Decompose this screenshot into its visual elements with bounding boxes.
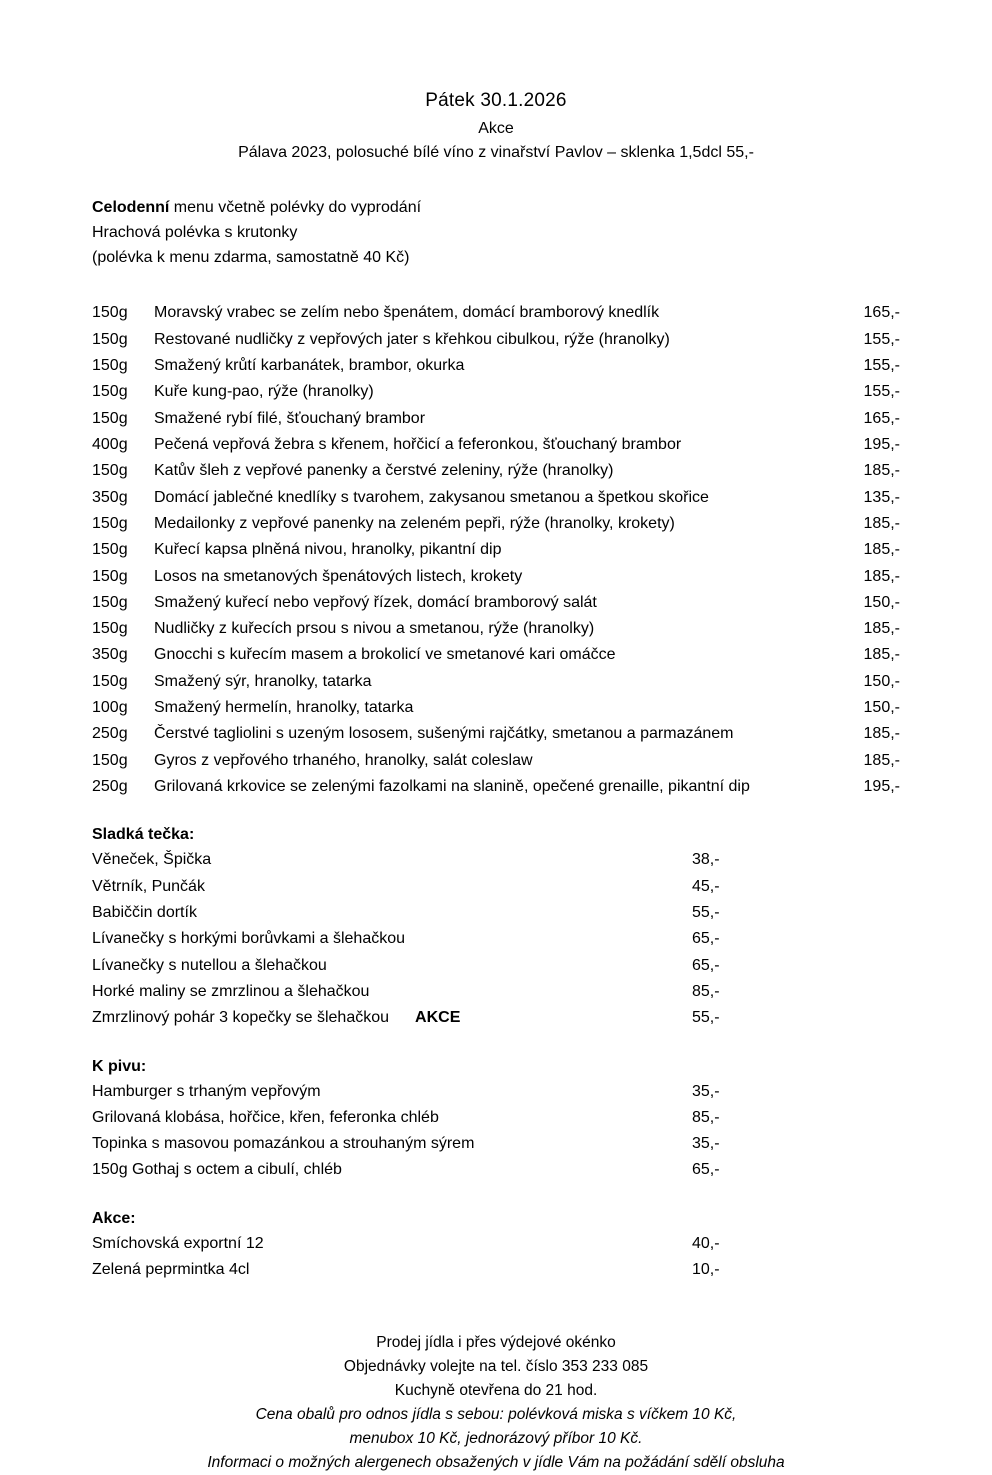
- item-weight: 150g: [92, 462, 128, 480]
- item-weight: 150g: [92, 330, 128, 348]
- footer-line-4: Cena obalů pro odnos jídla s sebou: polévková miska s víčkem 10 Kč,: [255, 1406, 737, 1424]
- section-desserts: [92, 826, 900, 1031]
- footer-line-2: Objednávky volejte na tel. číslo 353 233 085: [343, 1358, 649, 1376]
- table-row: [92, 406, 900, 432]
- item-desc: Smažený kuřecí nebo vepřový řízek, domácí bramborový salát: [154, 593, 597, 611]
- intro-line-1: [92, 196, 900, 221]
- table-row: [92, 458, 900, 484]
- item-weight: 250g: [92, 725, 128, 743]
- item-price: 155,-: [863, 330, 900, 348]
- item-desc: Hamburger s trhaným vepřovým: [92, 1082, 321, 1100]
- item-desc: Kuře kung-pao, rýže (hranolky): [154, 383, 374, 401]
- item-desc: Gyros z vepřového trhaného, hranolky, salát coleslaw: [154, 751, 533, 769]
- status-badge: AKCE: [415, 1009, 461, 1027]
- item-price: 135,-: [863, 488, 900, 506]
- table-row: [92, 564, 900, 590]
- list-item: [92, 1105, 720, 1131]
- item-price: 185,-: [863, 541, 900, 559]
- item-price: 35,-: [692, 1135, 720, 1153]
- item-desc: Grilovaná krkovice se zelenými fazolkami na slanině, opečené grenaille, pikantní dip: [154, 778, 750, 796]
- item-desc: Smažené rybí filé, šťouchaný brambor: [154, 409, 426, 427]
- table-row: [92, 353, 900, 379]
- list-item: [92, 979, 720, 1005]
- item-desc: Moravský vrabec se zelím nebo špenátem, domácí bramborový knedlík: [154, 304, 660, 322]
- section-items-table: [92, 1079, 720, 1184]
- intro-soup: Hrachová polévka s krutonky: [92, 223, 298, 241]
- item-price: 38,-: [692, 851, 720, 869]
- item-weight: 150g: [92, 620, 128, 638]
- item-desc: Věneček, Špička: [92, 851, 212, 869]
- item-desc: Smažený krůtí karbanátek, brambor, okurka: [154, 357, 465, 375]
- promo-label: Akce: [478, 120, 514, 137]
- table-row: [92, 300, 900, 326]
- item-desc-with-badge: [92, 1005, 692, 1031]
- item-price: 185,-: [863, 462, 900, 480]
- item-desc: Lívanečky s nutellou a šlehačkou: [92, 956, 327, 974]
- item-desc: Medailonky z vepřové panenky na zeleném pepři, rýže (hranolky, krokety): [154, 514, 675, 532]
- section-items-table: [92, 847, 720, 1031]
- table-row: [92, 695, 900, 721]
- section-beer-snacks: [92, 1058, 900, 1184]
- table-row: [92, 590, 900, 616]
- item-weight: 150g: [92, 304, 128, 322]
- item-desc: Topinka s masovou pomazánkou a strouhaným sýrem: [92, 1135, 475, 1153]
- item-desc: Katův šleh z vepřové panenky a čerstvé zeleniny, rýže (hranolky): [154, 462, 614, 480]
- table-row: [92, 327, 900, 353]
- list-item: [92, 953, 720, 979]
- item-desc: 150g Gothaj s octem a cibulí, chléb: [92, 1161, 342, 1179]
- list-item: [92, 926, 720, 952]
- item-price: 155,-: [863, 357, 900, 375]
- table-row: [92, 774, 900, 800]
- table-row: [92, 721, 900, 747]
- item-desc: Zmrzlinový pohár 3 kopečky se šlehačkou: [92, 1009, 390, 1027]
- list-item: [92, 1157, 720, 1183]
- section-title: Akce:: [92, 1209, 136, 1227]
- item-desc: Gnocchi s kuřecím masem a brokolicí ve smetanové kari omáčce: [154, 646, 616, 664]
- footer: [92, 1331, 900, 1475]
- item-price: 65,-: [692, 930, 720, 948]
- item-price: 40,-: [692, 1234, 720, 1252]
- item-price: 85,-: [692, 982, 720, 1000]
- item-price: 185,-: [863, 751, 900, 769]
- footer-line-5: menubox 10 Kč, jednorázový příbor 10 Kč.: [349, 1430, 643, 1448]
- page-title: Pátek 30.1.2026: [425, 90, 567, 111]
- section-items-table: [92, 1231, 720, 1284]
- item-weight: 150g: [92, 593, 128, 611]
- item-desc: Grilovaná klobása, hořčice, křen, feferonka chléb: [92, 1108, 439, 1126]
- item-price: 85,-: [692, 1108, 720, 1126]
- item-desc: Pečená vepřová žebra s křenem, hořčicí a feferonkou, šťouchaný brambor: [154, 435, 682, 453]
- item-desc: Zelená peprmintka 4cl: [92, 1261, 250, 1279]
- intro-soup-note: (polévka k menu zdarma, samostatně 40 Kč): [92, 248, 410, 266]
- item-weight: 150g: [92, 751, 128, 769]
- item-desc: Smažený sýr, hranolky, tatarka: [154, 672, 372, 690]
- item-price: 185,-: [863, 567, 900, 585]
- item-price: 150,-: [863, 672, 900, 690]
- list-item: [92, 1079, 720, 1105]
- table-row: [92, 432, 900, 458]
- item-price: 55,-: [692, 1009, 720, 1027]
- item-weight: 150g: [92, 357, 128, 375]
- list-item: [92, 1131, 720, 1157]
- item-weight: 150g: [92, 672, 128, 690]
- item-price: 185,-: [863, 620, 900, 638]
- item-price: 185,-: [863, 646, 900, 664]
- item-weight: 250g: [92, 778, 128, 796]
- item-desc: Větrník, Punčák: [92, 877, 205, 895]
- list-item: [92, 847, 720, 873]
- section-title: K pivu:: [92, 1057, 147, 1075]
- table-row: [92, 748, 900, 774]
- table-row: [92, 642, 900, 668]
- item-price: 35,-: [692, 1082, 720, 1100]
- item-price: 65,-: [692, 956, 720, 974]
- item-price: 10,-: [692, 1261, 720, 1279]
- table-row: [92, 616, 900, 642]
- intro-block: [92, 196, 900, 270]
- item-price: 165,-: [863, 409, 900, 427]
- item-weight: 350g: [92, 646, 128, 664]
- promo-wine-offer: Pálava 2023, polosuché bílé víno z vinařství Pavlov – sklenka 1,5dcl 55,-: [238, 144, 754, 161]
- table-row: [92, 511, 900, 537]
- item-desc: Čerstvé tagliolini s uzeným lososem, sušenými rajčátky, smetanou a parmazánem: [154, 725, 734, 743]
- list-item: [92, 1005, 720, 1031]
- item-weight: 150g: [92, 541, 128, 559]
- item-desc: Nudličky z kuřecích prsou s nivou a smetanou, rýže (hranolky): [154, 620, 595, 638]
- item-weight: 350g: [92, 488, 128, 506]
- item-desc: Babiččin dortík: [92, 903, 197, 921]
- table-row: [92, 537, 900, 563]
- item-price: 155,-: [863, 383, 900, 401]
- item-price: 185,-: [863, 514, 900, 532]
- item-desc: Smažený hermelín, hranolky, tatarka: [154, 699, 414, 717]
- item-weight: 150g: [92, 514, 128, 532]
- item-desc: Smíchovská exportní 12: [92, 1234, 264, 1252]
- item-weight: 150g: [92, 383, 128, 401]
- item-price: 45,-: [692, 877, 720, 895]
- item-price: 195,-: [863, 435, 900, 453]
- table-row: [92, 669, 900, 695]
- item-price: 150,-: [863, 593, 900, 611]
- item-weight: 400g: [92, 435, 128, 453]
- footer-line-6: Informaci o možných alergenech obsažených v jídle Vám na požádání sdělí obsluha: [207, 1454, 785, 1472]
- section-specials: [92, 1210, 900, 1284]
- section-title: Sladká tečka:: [92, 826, 195, 844]
- item-price: 65,-: [692, 1161, 720, 1179]
- footer-line-1: Prodej jídla i přes výdejové okénko: [376, 1334, 616, 1352]
- list-item: [92, 1257, 720, 1283]
- main-menu-table: [92, 300, 900, 800]
- item-desc: Kuřecí kapsa plněná nivou, hranolky, pikantní dip: [154, 541, 502, 559]
- list-item: [92, 874, 720, 900]
- item-price: 185,-: [863, 725, 900, 743]
- item-price: 150,-: [863, 699, 900, 717]
- item-price: 195,-: [863, 778, 900, 796]
- table-row: [92, 379, 900, 405]
- list-item: [92, 900, 720, 926]
- intro-line-1-rest: menu včetně polévky do vyprodání: [169, 199, 422, 216]
- item-desc: Lívanečky s horkými borůvkami a šlehačkou: [92, 930, 406, 948]
- list-item: [92, 1231, 720, 1257]
- footer-line-3: Kuchyně otevřena do 21 hod.: [394, 1382, 598, 1400]
- item-price: 165,-: [863, 304, 900, 322]
- table-row: [92, 485, 900, 511]
- item-weight: 150g: [92, 567, 128, 585]
- item-weight: 100g: [92, 699, 128, 717]
- item-desc: Horké maliny se zmrzlinou a šlehačkou: [92, 982, 370, 1000]
- item-desc: Restované nudličky z vepřových jater s křehkou cibulkou, rýže (hranolky): [154, 330, 670, 348]
- item-desc: Domácí jablečné knedlíky s tvarohem, zakysanou smetanou a špetkou skořice: [154, 488, 709, 506]
- item-price: 55,-: [692, 903, 720, 921]
- item-weight: 150g: [92, 409, 128, 427]
- intro-bold-word: Celodenní: [92, 199, 170, 216]
- item-desc: Losos na smetanových špenátových listech, krokety: [154, 567, 523, 585]
